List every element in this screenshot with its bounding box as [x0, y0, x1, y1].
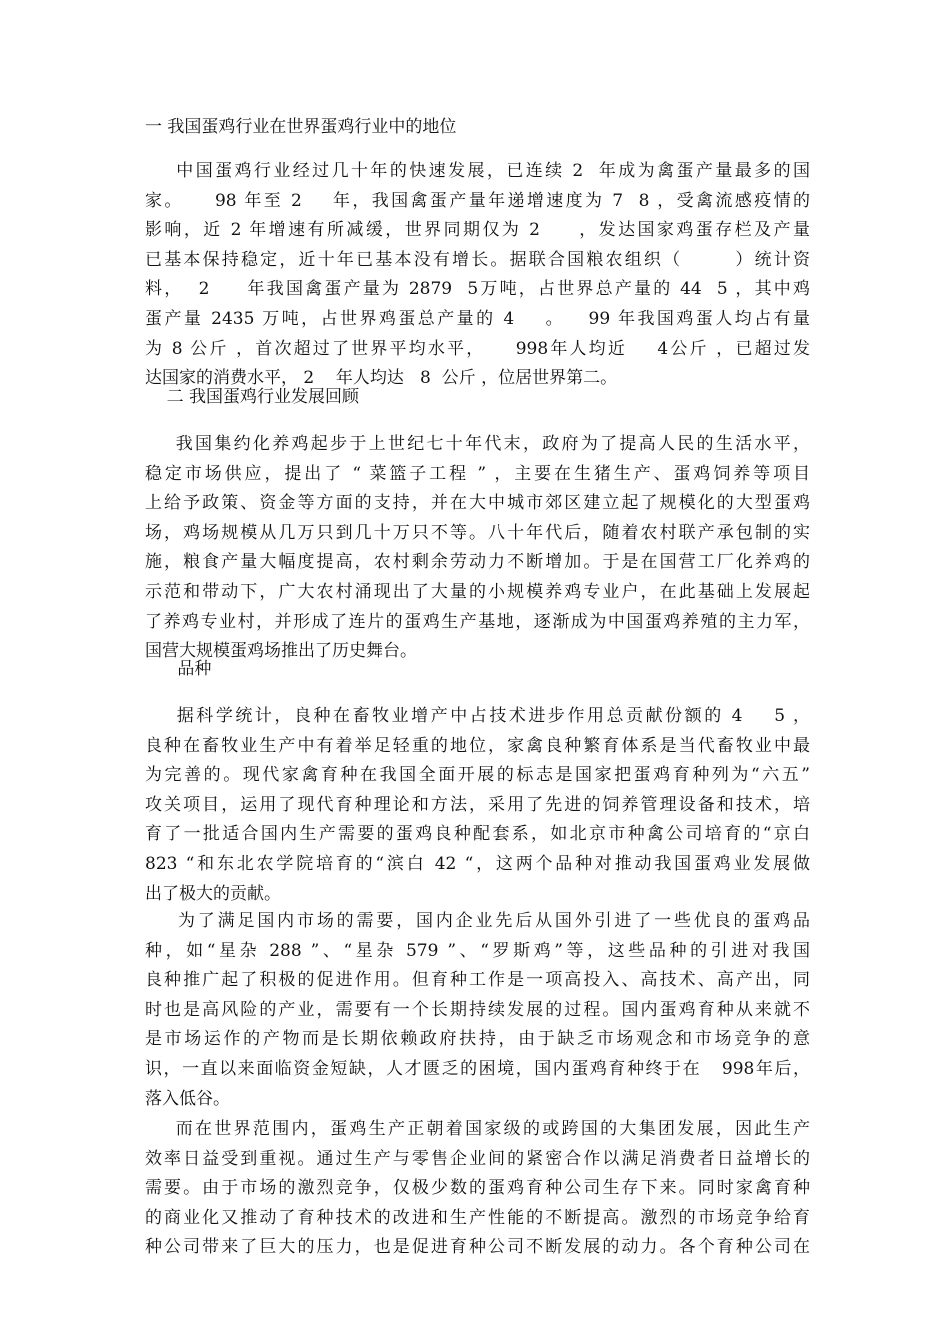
paragraph-line: 种公司带来了巨大的压力，也是促进育种公司不断发展的动力。各个育种公司在	[145, 1237, 810, 1258]
paragraph-line: 场，鸡场规模从几万只到几十万只不等。八十年代后，随着农村联产承包制的实	[145, 522, 810, 543]
paragraph-line: 国营大规模蛋鸡场推出了历史舞台。	[145, 641, 417, 662]
paragraph-line: 了养鸡专业村，并形成了连片的蛋鸡生产基地，逐渐成为中国蛋鸡养殖的主力军，	[145, 611, 810, 632]
subsection-heading-breeds: 品种	[145, 659, 212, 679]
paragraph-line: 育了一批适合国内生产需要的蛋鸡良种配套系，如北京市种禽公司培育的“京白	[145, 824, 810, 845]
paragraph-line: 良种在畜牧业生产中有着举足轻重的地位，家禽良种繁育体系是当代畜牧业中最	[145, 735, 810, 756]
paragraph-line: 料， 2 年我国禽蛋产量为 2879 5万吨，占世界总产量的 44 5 ，其中鸡	[145, 279, 810, 300]
paragraph-line: 而在世界范围内，蛋鸡生产正朝着国家级的或跨国的大集团发展，因此生产	[145, 1119, 810, 1139]
paragraph-line: 示范和带动下，广大农村涌现出了大量的小规模养鸡专业户，在此基础上发展起	[145, 581, 810, 602]
paragraph-line: 效率日益受到重视。通过生产与零售企业间的紧密合作以满足消费者日益增长的	[145, 1148, 810, 1169]
paragraph-line: 识，一直以来面临资金短缺，人才匮乏的困境，国内蛋鸡育种终于在 998年后，	[145, 1058, 810, 1079]
paragraph-line: 我国集约化养鸡起步于上世纪七十年代末，政府为了提高人民的生活水平，	[145, 434, 810, 454]
paragraph-line: 落入低谷。	[145, 1088, 230, 1109]
paragraph-line: 蛋产量 2435 万吨，占世界鸡蛋总产量的 4 。 99 年我国鸡蛋人均占有量	[145, 308, 810, 329]
section-heading-1: 一 我国蛋鸡行业在世界蛋鸡行业中的地位	[145, 117, 457, 137]
paragraph-line: 据科学统计，良种在畜牧业增产中占技术进步作用总贡献份额的 4 5 ，	[145, 706, 810, 726]
paragraph-line: 是市场运作的产物而是长期依赖政府扶持，由于缺乏市场观念和市场竞争的意	[145, 1029, 810, 1050]
paragraph-line: 为了满足国内市场的需要，国内企业先后从国外引进了一些优良的蛋鸡品	[145, 911, 810, 931]
paragraph-line: 时也是高风险的产业，需要有一个长期持续发展的过程。国内蛋鸡育种从来就不	[145, 999, 810, 1020]
paragraph-line: 施，粮食产量大幅度提高，农村剩余劳动力不断增加。于是在国营工厂化养鸡的	[145, 552, 810, 573]
paragraph-line: 稳定市场供应，提出了 “ 菜篮子工程 ” ，主要在生猪生产、蛋鸡饲养等项目	[145, 463, 810, 484]
paragraph-line: 出了极大的贡献。	[145, 883, 281, 904]
paragraph-1	[145, 157, 810, 394]
paragraph-3	[145, 702, 810, 909]
paragraph-line: 上给予政策、资金等方面的支持，并在大中城市郊区建立起了规模化的大型蛋鸡	[145, 493, 810, 514]
paragraph-line: 的商业化又推动了育种技术的改进和生产性能的不断提高。激烈的市场竞争给育	[145, 1207, 810, 1228]
paragraph-line: 影响，近 2 年增速有所减缓，世界同期仅为 2 ，发达国家鸡蛋存栏及产量	[145, 220, 810, 241]
paragraph-line: 中国蛋鸡行业经过几十年的快速发展，已连续 2 年成为禽蛋产量最多的国	[145, 161, 810, 181]
paragraph-line: 攻关项目，运用了现代育种理论和方法，采用了先进的饲养管理设备和技术，培	[145, 794, 810, 815]
paragraph-line: 需要。由于市场的激烈竞争，仅极少数的蛋鸡育种公司生存下来。同时家禽育种	[145, 1178, 810, 1199]
paragraph-line: 种，如“星杂 288 ”、“星杂 579 ”、“罗斯鸡”等，这些品种的引进对我国	[145, 940, 810, 961]
section-heading-2: 二 我国蛋鸡行业发展回顾	[145, 387, 360, 407]
paragraph-line: 为完善的。现代家禽育种在我国全面开展的标志是国家把蛋鸡育种列为“六五”	[145, 765, 810, 786]
paragraph-line: 达国家的消费水平， 2 年人均达 8 公斤 ，位居世界第二。	[145, 368, 618, 389]
paragraph-4	[145, 907, 810, 1114]
paragraph-line: 已基本保持稳定，近十年已基本没有增长。据联合国粮农组织（ ）统计资	[145, 249, 810, 270]
paragraph-line: 家。 98 年至 2 年，我国禽蛋产量年递增速度为 7 8 ，受禽流感疫情的	[145, 190, 810, 211]
paragraph-2	[145, 430, 810, 667]
paragraph-line: 为 8 公斤 ，首次超过了世界平均水平， 998年人均近 4公斤 ，已超过发	[145, 338, 810, 359]
paragraph-line: 良种推广起了积极的促进作用。但育种工作是一项高投入、高技术、高产出，同	[145, 970, 810, 991]
paragraph-5	[145, 1115, 810, 1263]
paragraph-line: 823 “和东北农学院培育的“滨白 42 “，这两个品种对推动我国蛋鸡业发展做	[145, 853, 810, 874]
